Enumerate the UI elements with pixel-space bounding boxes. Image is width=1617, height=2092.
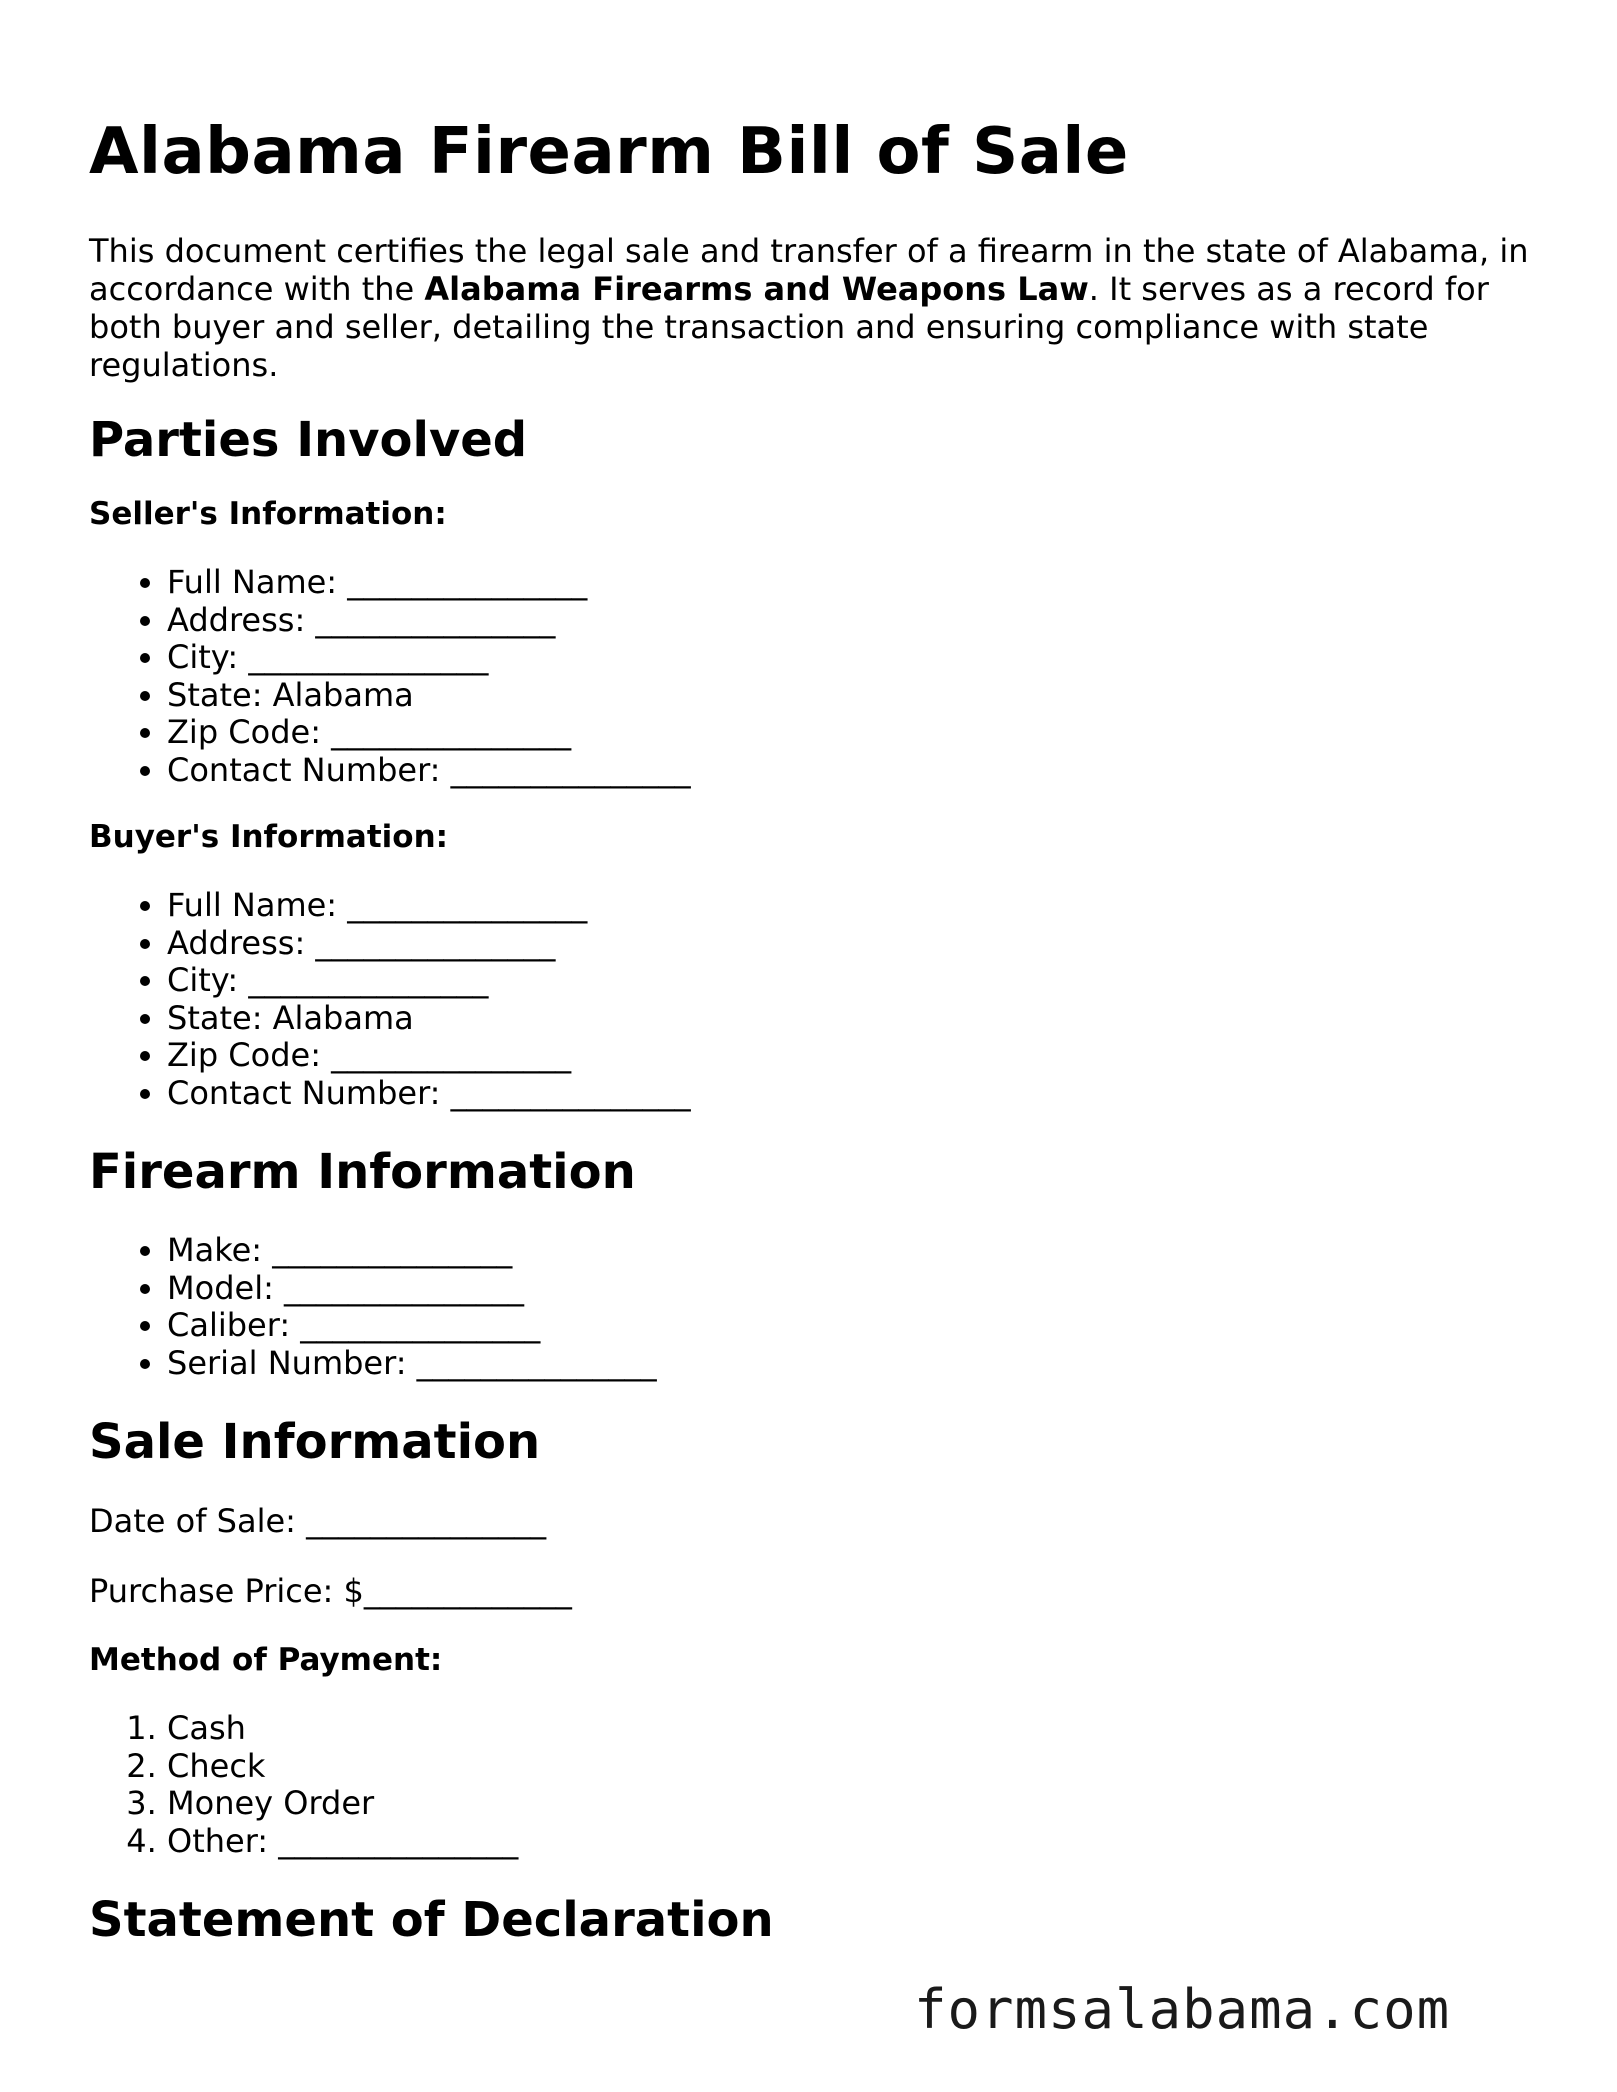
payment-method-list	[89, 1710, 1529, 1860]
payment-method-heading: Method of Payment:	[89, 1642, 443, 1678]
payment-option-other: 4. Other: _______________	[167, 1823, 1529, 1861]
document-title: Alabama Firearm Bill of Sale	[89, 115, 1129, 189]
intro-text-start: This document certifies the legal sale and transfer of a firearm in the state of Alabama, in accordance with the	[89, 232, 1529, 308]
site-watermark: formsalabama.com	[914, 1978, 1451, 2041]
buyer-info-heading: Buyer's Information:	[89, 819, 449, 855]
intro-text-end: . It serves as a record for both buyer and seller, detailing the transaction and ensuring compliance with state regulations.	[89, 270, 1489, 384]
seller-address: • Address: _______________	[167, 602, 1529, 640]
payment-option-money-order: 3. Money Order	[167, 1785, 1529, 1823]
payment-option-check: 2. Check	[167, 1748, 1529, 1786]
firearm-serial-number: • Serial Number: _______________	[167, 1345, 1529, 1383]
firearm-make: • Make: _______________	[167, 1232, 1529, 1270]
intro-paragraph	[89, 232, 1529, 384]
buyer-city: • City: _______________	[167, 962, 1529, 1000]
declaration-heading: Statement of Declaration	[89, 1892, 774, 1948]
seller-zip-code: • Zip Code: _______________	[167, 714, 1529, 752]
buyer-contact-number: • Contact Number: _______________	[167, 1075, 1529, 1113]
firearm-info-list	[89, 1232, 1529, 1382]
firearm-heading: Firearm Information	[89, 1144, 636, 1200]
intro-law-name: Alabama Firearms and Weapons Law	[424, 270, 1089, 308]
firearm-caliber: • Caliber: _______________	[167, 1307, 1529, 1345]
buyer-address: • Address: _______________	[167, 925, 1529, 963]
seller-info-heading: Seller's Information:	[89, 496, 447, 532]
buyer-full-name: • Full Name: _______________	[167, 887, 1529, 925]
seller-state: • State: Alabama	[167, 677, 1529, 715]
payment-option-cash: 1. Cash	[167, 1710, 1529, 1748]
seller-full-name: • Full Name: _______________	[167, 564, 1529, 602]
purchase-price: Purchase Price: $_____________	[89, 1572, 572, 1610]
date-of-sale: Date of Sale: _______________	[89, 1502, 547, 1540]
seller-contact-number: • Contact Number: _______________	[167, 752, 1529, 790]
buyer-zip-code: • Zip Code: _______________	[167, 1037, 1529, 1075]
document-page	[89, 112, 1529, 1948]
firearm-model: • Model: _______________	[167, 1270, 1529, 1308]
buyer-info-list	[89, 887, 1529, 1112]
seller-info-list	[89, 564, 1529, 789]
seller-city: • City: _______________	[167, 639, 1529, 677]
sale-heading: Sale Information	[89, 1414, 541, 1470]
parties-heading: Parties Involved	[89, 412, 528, 468]
buyer-state: • State: Alabama	[167, 1000, 1529, 1038]
